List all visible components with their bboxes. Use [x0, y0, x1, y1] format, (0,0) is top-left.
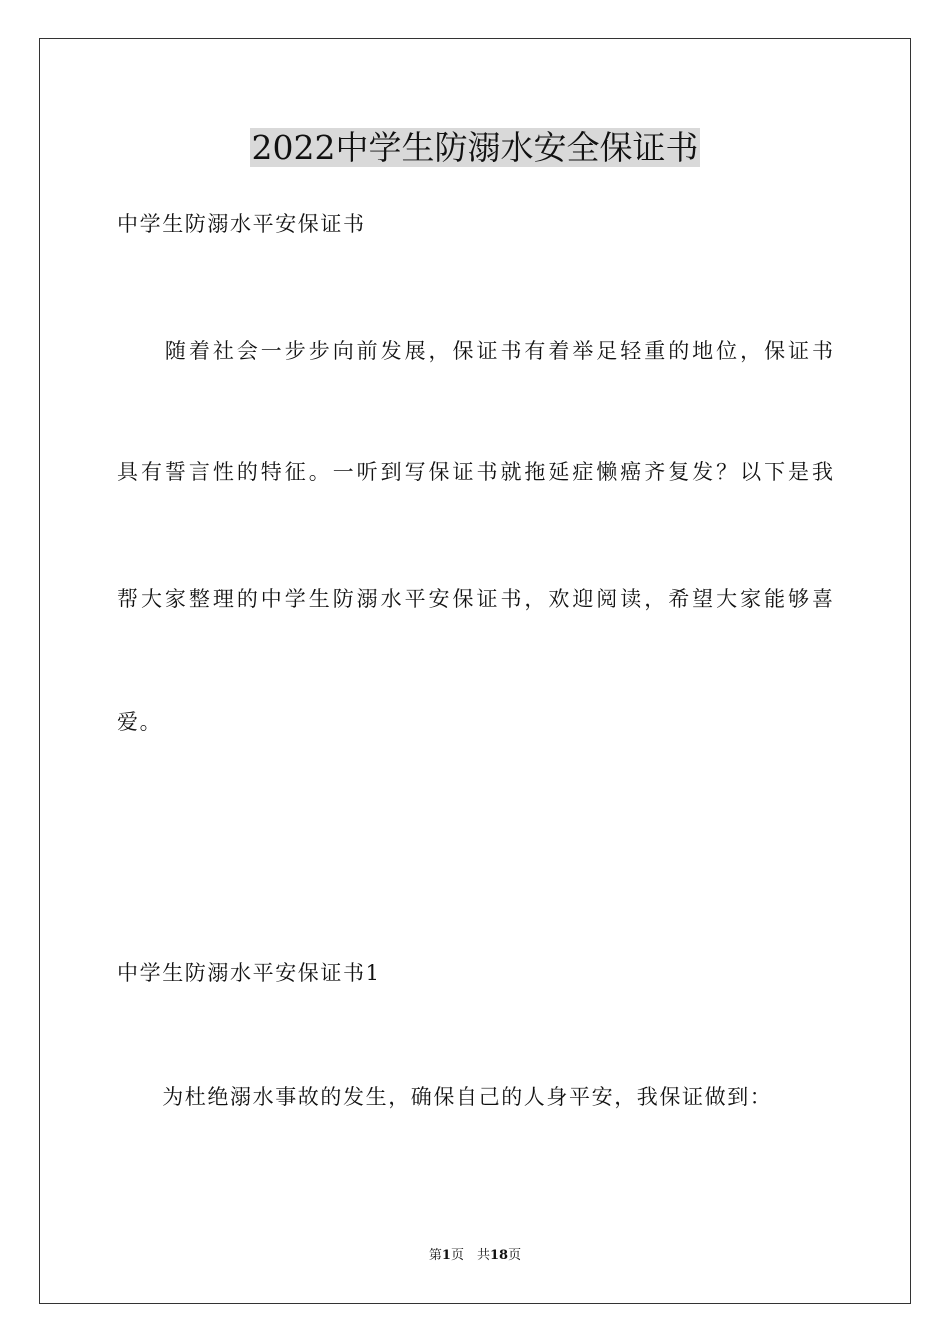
section-heading: 中学生防溺水平安保证书1: [117, 961, 381, 985]
intro-line-4: 爱。: [117, 710, 163, 734]
intro-line-1: 随着社会一步步向前发展，保证书有着举足轻重的地位，保证书: [117, 339, 833, 363]
document-subtitle: 中学生防溺水平安保证书: [117, 212, 366, 236]
document-title: [0, 124, 950, 172]
footer-page-prefix: 第: [428, 1248, 442, 1263]
intro-line-2: 具有誓言性的特征。一听到写保证书就拖延症懒癌齐复发？以下是我: [117, 460, 833, 484]
footer-page-number: 1: [441, 1248, 451, 1263]
footer-page-suffix: 页: [508, 1248, 522, 1263]
document-title-text: 2022中学生防溺水安全保证书: [251, 128, 699, 167]
intro-line-3: 帮大家整理的中学生防溺水平安保证书，欢迎阅读，希望大家能够喜: [117, 587, 833, 611]
footer-page-mid: 页 共: [450, 1248, 490, 1263]
section-paragraph: 为杜绝溺水事故的发生，确保自己的人身平安，我保证做到：: [117, 1085, 773, 1109]
page-footer: [0, 1246, 950, 1266]
footer-page-total: 18: [489, 1248, 509, 1263]
